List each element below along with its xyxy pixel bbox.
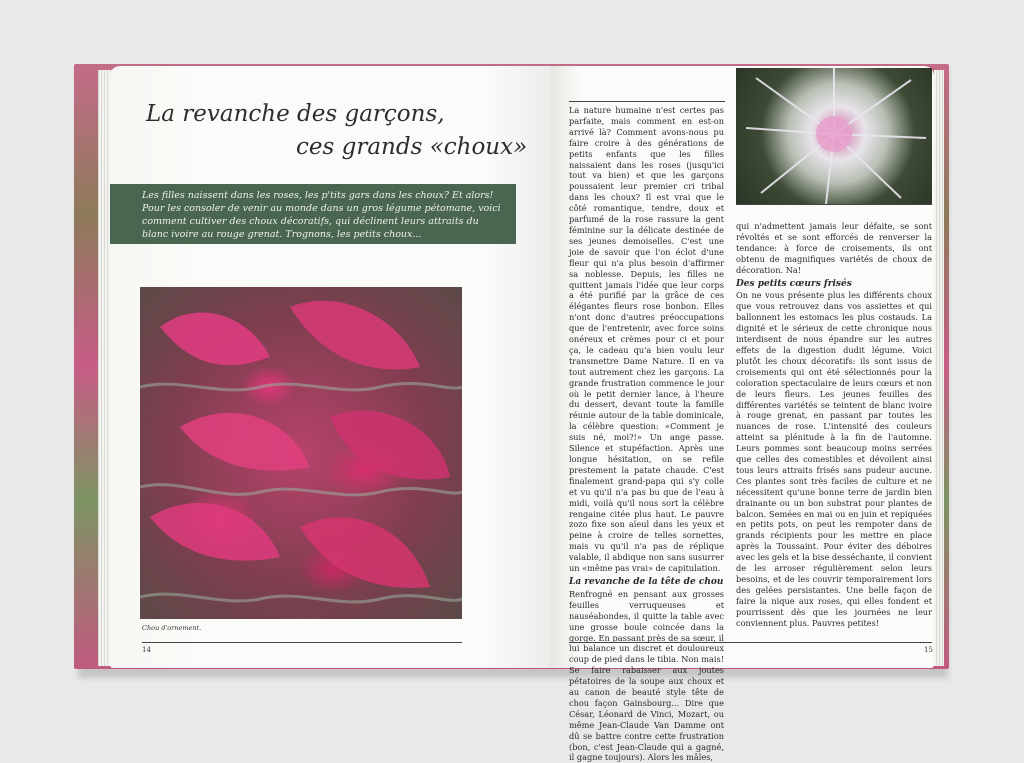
- page-title-line2: ces grands «choux»: [296, 134, 528, 160]
- header-rule-right: [569, 101, 725, 102]
- page-title-line1: La revanche des garçons,: [146, 101, 445, 127]
- white-cabbage-photo: [736, 68, 932, 204]
- page-number-left: 14: [142, 646, 151, 654]
- column2-paragraph2: On ne vous présente plus les différents choux que vous retrouvez dans vos assiettes et qui ballonnent les estomacs les plus costauds. La dignité et le sérieux de cette chronique nous interdisent de nous épandre sur les autres effets de la digestion dudit légume. Voici plutôt les choux décoratifs: ils sont issus de croisements qui ont été sélectionnés pour la coloration spectaculaire de leurs cœurs et non de leurs fleurs. Les jeunes feuilles des différentes variétés se teintent de blanc ivoire à rouge grenat, en passant par toutes les nuances de rose. L'intensité des couleurs atteint sa plénitude à la fin de l'automne. Leurs pommes sont beaucoup moins serrées que celles des comestibles et dévoilent ainsi tous leurs attraits frisés sans pudeur aucune. Ces plantes sont très faciles de culture et ne nécessitent qu'une bonne terre de jardin bien drainante ou un bon substrat pour plantes de balcon. Semées en mai ou en juin et repiquées en petits pots, on peut les rempoter dans de grands récipients pour les mettre en place après la Toussaint. Pour éviter des déboires avec les gels et la bise desséchante, il convient de les arroser régulièrement selon leurs besoins, et de les couvrir temporairement lors des gelées persistantes. Une belle façon de faire la nique aux roses, qui elles fondent et pourrissent dès que les journées ne leur conviennent plus. Pauvres petites!: [736, 290, 932, 628]
- white-cabbage-image: [736, 68, 932, 204]
- column1-paragraph1: La nature humaine n'est certes pas parfaite, mais comment en est-on arrivé là? Comment avons-nous pu faire croire à des générations de petits enfants que les filles naissaient dans les roses (jusqu'ici tout va bien) et que les garçons poussaient leur premier cri tribal dans les choux? Il est vrai que le côté romantique, tendre, doux et parfumé de la rose rassure la gent féminine sur la délicate destinée de ses jeunes demoiselles. C'est une joie de savoir que l'on éclot d'une fleur qui n'a plus besoin d'affirmer sa noblesse. Depuis, les filles ne quittent jamais l'idée que leur corps a été purifié par la grâce de ces élégantes fleurs rose bonbon. Elles n'ont donc d'autres préoccupations que de l'entretenir, avec force soins onéreux et crèmes pour ci et pour ça, le cadeau qu'a bien voulu leur transmettre Dame Nature. Il en va tout autrement chez les garçons. La grande frustration commence le jour où le petit dernier lance, à l'heure du dessert, devant toute la famille réunie autour de la table dominicale, la célèbre question: «Comment je suis né, moi?!» Un ange passe. Silence et stupéfaction. Après une longue hésitation, on se refile prestement la patate chaude. C'est finalement grand-papa qui s'y colle et vu qu'il n'a pas bu que de l'eau à midi, voilà qu'il nous sort la célèbre rengaine citée plus haut. Le pauvre zozo fixe son aïeul dans les yeux et peine à croire de telles sornettes, mais vu qu'il n'a pas de réplique valable, il abdique non sans susurrer un «même pas vrai» de capitulation.: [569, 105, 724, 574]
- column1-subheading: La revanche de la tête de chou: [569, 576, 724, 587]
- cabbage-leaves-image: [140, 287, 462, 619]
- footer-rule-right: [569, 642, 932, 643]
- column2-paragraph1: qui n'admettent jamais leur défaite, se sont révoltés et se sont efforcés de renverser la tendance: à force de croisements, ils ont obtenu de magnifiques variétés de choux de décoration. Na!: [736, 221, 932, 275]
- text-column-2: [736, 221, 932, 629]
- footer-rule-left: [142, 642, 462, 643]
- column1-paragraph2: Renfrogné en pensant aux grosses feuilles verruqueuses et nauséabondes, il quitte la table avec une grosse boule coincée dans la gorge. En passant près de sa sœur, il lui balance un discret et douloureux coup de pied dans le tibia. Non mais! Se faire rabaisser aux joutes pétatoires de la soupe aux choux et au canon de beauté style tête de chou façon Gainsbourg... Dire que César, Léonard de Vinci, Mozart, ou même Jean-Claude Van Damme ont dû se battre contre cette frustration (bon, c'est Jean-Claude qui a gagné, il gagne toujours). Alors les mâles,: [569, 588, 724, 763]
- page-number-right: 15: [924, 646, 933, 654]
- text-column-1: [569, 105, 724, 763]
- column2-subheading: Des petits cœurs frisés: [736, 278, 852, 289]
- page-edges-right: [934, 70, 944, 666]
- ornamental-cabbage-photo: [140, 287, 462, 619]
- photo-caption: Chou d'ornement.: [142, 624, 202, 632]
- open-book: [74, 64, 949, 763]
- photo-rule-right: [736, 204, 932, 205]
- intro-text: Les filles naissent dans les roses, les p'tits gars dans les choux? Et alors! Pour les consoler de venir au monde dans un gros légume pétomane, voici comment cultiver des choux décoratifs, qui déclinent leurs attraits du blanc ivoire au rouge grenat. Trognons, les petits choux...: [142, 190, 501, 240]
